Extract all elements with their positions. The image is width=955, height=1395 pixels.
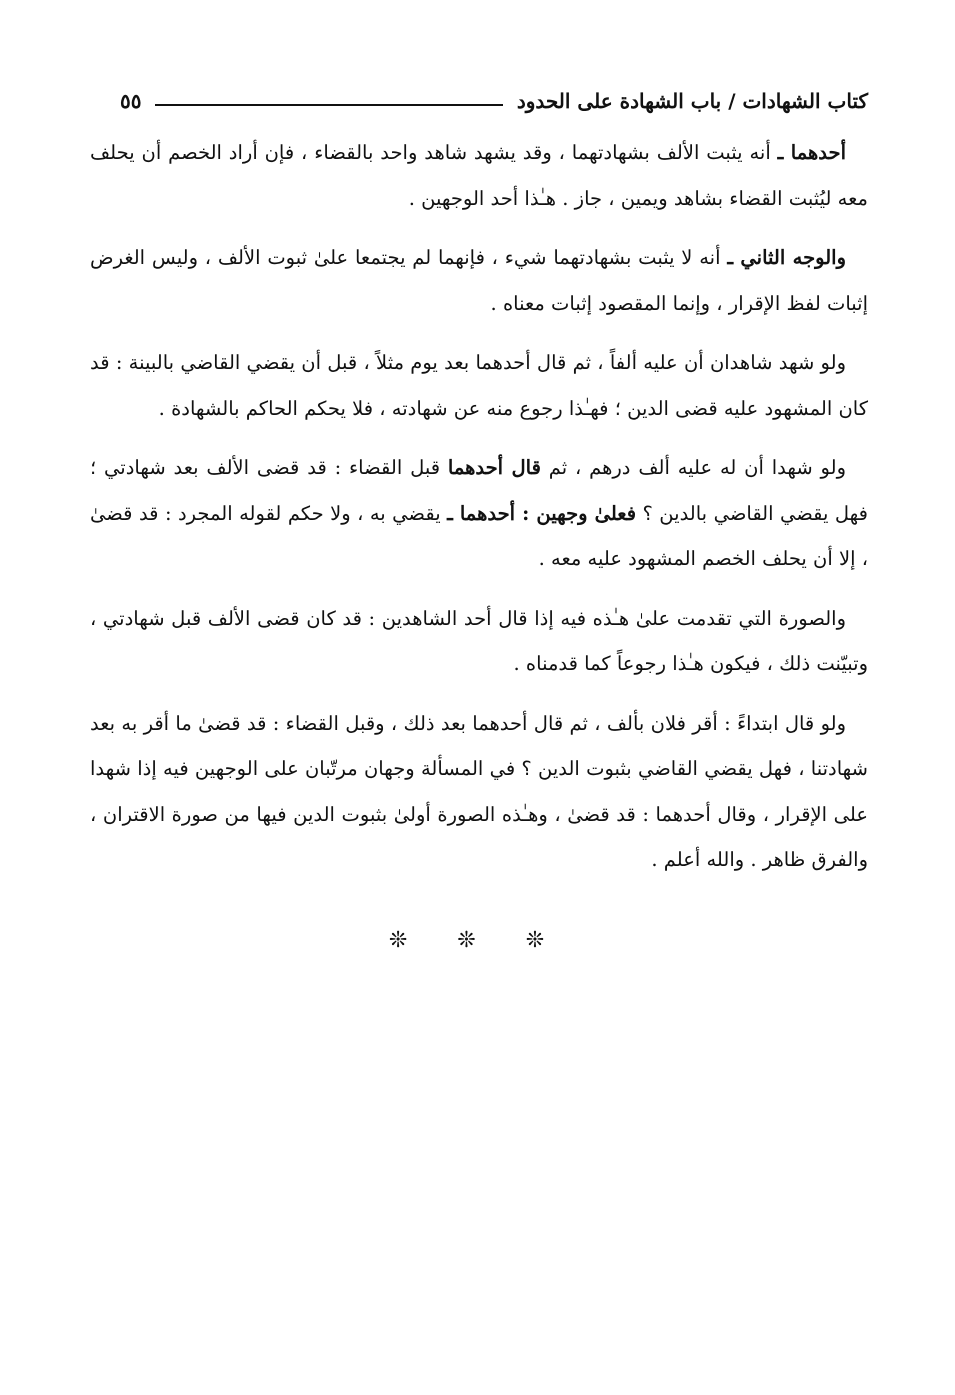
paragraph-text: ولو قال ابتداءً : أقر فلان بألف ، ثم قال أحدهما بعد ذلك ، وقبل القضاء : قد قضىٰ ما أقر به بعد شهادتنا ، فهل يقضي القاضي بثبوت الدين ؟ في المسألة وجهان مرتّبان على الوجهين فيه إذا شهدا على الإقرار ، وقال أحدهما : قد قضىٰ ، وهـٰذه الصورة أولىٰ بثبوت الدين فيها من صورة الاقتران ، والفرق ظاهر . والله أعلم .	[90, 711, 868, 871]
asterism-icon: ❊	[388, 928, 430, 953]
paragraph-text: ولو شهدا أن له عليه ألف درهم ، ثم	[540, 456, 846, 479]
asterism-icon: ❊	[457, 928, 498, 953]
paragraph-text: أنه يثبت الألف بشهادتهما ، وقد يشهد شاهد واحد بالقضاء ، فإن أراد الخصم أن يحلف معه ليُثبت القضاء بشاهد ويمين ، جاز . هـٰذا أحد الوجهين .	[90, 141, 868, 210]
paragraph-text: والصورة التي تقدمت علىٰ هـٰذه فيه إذا قال أحد الشاهدين : قد كان قضى الألف قبل شهادتي ، وتبيّنت ذلك ، فيكون هـٰذا رجوعاً كما قدمناه .	[90, 606, 868, 675]
paragraph-5	[90, 596, 868, 687]
asterism-icon: ❊	[525, 928, 567, 953]
header-rule	[155, 104, 502, 106]
paragraph-text: قبل القضاء : قد قضى الألف بعد شهادتي ؛ فهل يقضي القاضي بالدين ؟	[90, 456, 868, 525]
body-text	[90, 130, 868, 897]
paragraph-text: ولو شهد شاهدان أن عليه ألفاً ، ثم قال أحدهما بعد يوم مثلاً ، قبل أن يقضي القاضي بالبينة : قد كان المشهود عليه قضى الدين ؛ فهـٰذا رجوع منه عن شهادته ، فلا يحكم الحاكم بالشهادة .	[90, 351, 868, 420]
page-number: ٥٥	[120, 89, 142, 113]
section-end-ornament	[0, 928, 955, 953]
bold-phrase: قال أحدهما	[447, 456, 541, 479]
paragraph-lead: أحدهما ـ	[777, 141, 846, 164]
paragraph-4	[90, 445, 868, 582]
paragraph-text: يقضي به ، ولا حكم لقوله المجرد : قد قضىٰ ، إلا أن يحلف الخصم المشهود عليه معه .	[90, 501, 868, 570]
bold-phrase: فعلىٰ وجهين : أحدهما ـ	[447, 501, 637, 525]
paragraph-text: أنه لا يثبت بشهادتهما شيء ، فإنهما لم يجتمعا علىٰ ثبوت الألف ، وليس الغرض إثبات لفظ الإقرار ، وإنما المقصود إثبات معناه .	[90, 246, 868, 315]
running-title: كتاب الشهادات / باب الشهادة على الحدود	[516, 89, 868, 113]
paragraph-2	[90, 235, 868, 326]
page-header	[120, 84, 868, 118]
paragraph-3	[90, 340, 868, 431]
paragraph-1	[90, 130, 868, 221]
paragraph-6	[90, 701, 868, 883]
paragraph-lead: والوجه الثاني ـ	[727, 246, 847, 269]
